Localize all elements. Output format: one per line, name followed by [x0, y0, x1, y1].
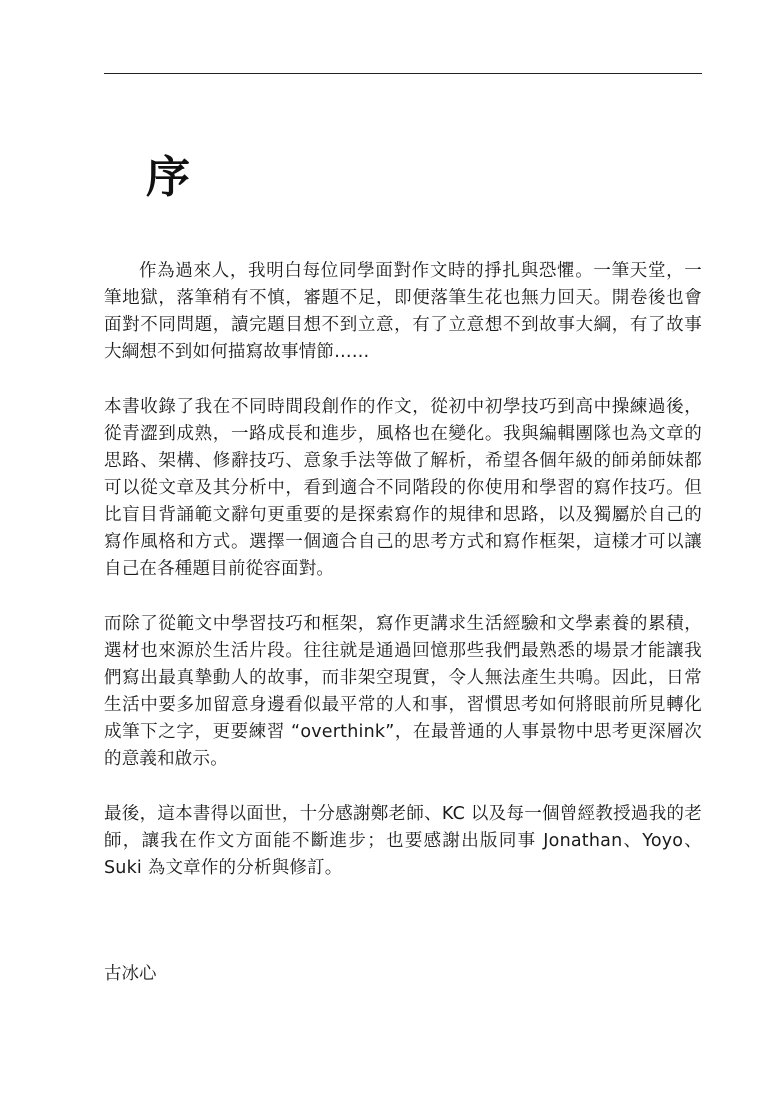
author-signature: 古冰心 [104, 964, 157, 984]
preface-body [104, 258, 702, 910]
page-title: 序 [146, 152, 190, 203]
paragraph-2: 本書收錄了我在不同時間段創作的作文，從初中初學技巧到高中操練過後，從青澀到成熟，一路成長和進步，風格也在變化。我與編輯團隊也為文章的思路、架構、修辭技巧、意象手法等做了解析，希望各個年級的師弟師妹都可以從文章及其分析中，看到適合不同階段的你使用和學習的寫作技巧。但比盲目背誦範文辭句更重要的是探索寫作的規律和思路，以及獨屬於自己的寫作風格和方式。選擇一個適合自己的思考方式和寫作框架，這樣才可以讓自己在各種題目前從容面對。 [104, 397, 702, 579]
paragraph-1: 作為過來人，我明白每位同學面對作文時的掙扎與恐懼。一筆天堂，一筆地獄，落筆稍有不慎，審題不足，即便落筆生花也無力回天。開卷後也會面對不同問題，讀完題目想不到立意，有了立意想不到故事大綱，有了故事大綱想不到如何描寫故事情節…… [104, 261, 702, 362]
paragraph-3: 而除了從範文中學習技巧和框架，寫作更講求生活經驗和文學素養的累積，選材也來源於生活片段。往往就是通過回憶那些我們最熟悉的場景才能讓我們寫出最真摯動人的故事，而非架空現實，令人無法產生共鳴。因此，日常生活中要多加留意身邊看似最平常的人和事，習慣思考如何將眼前所見轉化成筆下之字，更要練習 “overthink”，在最普通的人事景物中思考更深層次的意義和啟示。 [104, 614, 702, 769]
top-divider [104, 73, 702, 74]
paragraph-4: 最後，這本書得以面世，十分感謝鄭老師、KC 以及每一個曾經教授過我的老師，讓我在作文方面能不斷進步；也要感謝出版同事 Jonathan、Yoyo、Suki 為文章作的分析與修訂。 [104, 804, 702, 878]
